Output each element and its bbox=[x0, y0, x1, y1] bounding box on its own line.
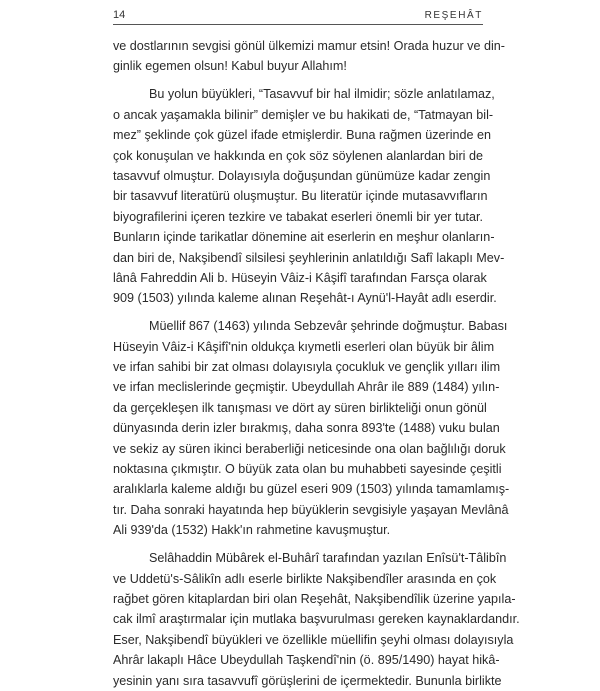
text-line: tasavvuf olmuştur. Dolayısıyla doğuşundan günümüze kadar zengin bbox=[113, 168, 491, 183]
text-line: ve dostlarının sevgisi gönül ülkemizi mamur etsin! Orada huzur ve din- bbox=[113, 39, 505, 53]
text-line: Selâhaddin Mübârek el-Buhârî tarafından yazılan Enîsü't-Tâlibîn bbox=[149, 551, 507, 566]
text-line: biyografilerini içeren tezkire ve tabakat eserleri önemli bir yer tutar. bbox=[113, 209, 483, 224]
text-line: ve irfan sahibi bir zat olması dolayısıyla çocukluk ve gençlik yılları ilim bbox=[113, 360, 501, 375]
text-line: lânâ Fahreddin Ali b. Hüseyin Vâiz-i Kâşifî tarafından Farsça olarak bbox=[113, 270, 487, 285]
text-line: o ancak yaşamakla bilinir” demişler ve bu hakikati de, “Tatmayan bil- bbox=[113, 107, 494, 122]
text-line: ginlik egemen olsun! Kabul buyur Allahım! bbox=[113, 59, 347, 74]
page-header bbox=[113, 8, 483, 25]
text-line: da gerçekleşen ilk tanışması ve dört ay süren birlikteliği onun gönül bbox=[113, 400, 487, 415]
text-line: tır. Daha sonraki hayatında hep büyüklerin sevgisiyle yaşayan Mevlânâ bbox=[113, 502, 509, 517]
text-line: mez” şeklinde çok güzel ifade etmişlerdir. Buna rağmen üzerinde en bbox=[113, 128, 492, 143]
text-line: Bunların içinde tarikatlar dönemine ait eserlerin en meşhur olanların- bbox=[113, 230, 495, 245]
text-line: aralıklarla kaleme aldığı bu güzel eseri 909 (1503) yılında tamamlamış- bbox=[113, 482, 510, 497]
page-number: 14 bbox=[113, 9, 126, 21]
paragraph bbox=[113, 548, 520, 691]
text-line: rağbet gören kitaplardan biri olan Reşehât, Nakşibendîlik üzerine yapıla- bbox=[113, 591, 516, 606]
text-line: ve irfan meclislerinde geçmiştir. Ubeydullah Ahrâr ile 889 (1484) yılın- bbox=[113, 380, 500, 395]
text-line: Ahrâr lakaplı Hâce Ubeydullah Taşkendî'nin (ö. 895/1490) hayat hikâ- bbox=[113, 653, 500, 668]
page-body bbox=[113, 36, 520, 691]
text-line: Eser, Nakşibendî büyükleri ve özellikle müellifin şeyhi olması dolayısıyla bbox=[113, 632, 514, 647]
text-line: 909 (1503) yılında kaleme alınan Reşehât-ı Aynü'l-Hayât adlı eserdir. bbox=[113, 291, 497, 306]
text-line: dan biri de, Nakşibendî silsilesi şeyhlerinin anlatıldığı Safî lakaplı Mev- bbox=[113, 250, 505, 265]
paragraph bbox=[113, 84, 505, 308]
running-title: REŞEHÂT bbox=[424, 10, 483, 21]
text-line: çok konuşulan ve hakkında en çok söz söylenen alanlardan biri de bbox=[113, 148, 483, 163]
text-line: bir tasavvuf literatürü oluşmuştur. Bu literatür içinde mutasavvıfların bbox=[113, 189, 488, 204]
text-line: ve Uddetü's-Sâlikîn adlı eserle birlikte Nakşibendîler arasında en çok bbox=[113, 571, 497, 586]
text-line: Ali 939'da (1532) Hakk'ın rahmetine kavuşmuştur. bbox=[113, 523, 391, 538]
text-line: ve sekiz ay süren ikinci beraberliği neticesinde ona olan bağlılığı doruk bbox=[113, 441, 506, 456]
text-line: cak ilmî araştırmalar için mutlaka başvurulması gereken kaynaklardandır. bbox=[113, 612, 520, 627]
text-line: Müellif 867 (1463) yılında Sebzevâr şehrinde doğmuştur. Babası bbox=[149, 319, 508, 334]
text-line: Bu yolun büyükleri, “Tasavvuf bir hal ilmidir; sözle anlatılamaz, bbox=[149, 87, 495, 102]
text-line: Hüseyin Vâiz-i Kâşifî'nin oldukça kıymetli eserleri olan büyük bir âlim bbox=[113, 339, 495, 354]
text-line: yesinin yanı sıra tasavvufî görüşlerini de içermektedir. Bununla birlikte bbox=[113, 673, 502, 688]
text-line: noktasına çıkmıştır. O büyük zata olan bu muhabbeti sayesinde çeşitli bbox=[113, 462, 502, 476]
text-line: dünyasında derin izler bırakmış, daha sonra 893'te (1488) vuku bulan bbox=[113, 421, 500, 436]
paragraph bbox=[113, 316, 510, 540]
paragraph bbox=[113, 36, 505, 77]
